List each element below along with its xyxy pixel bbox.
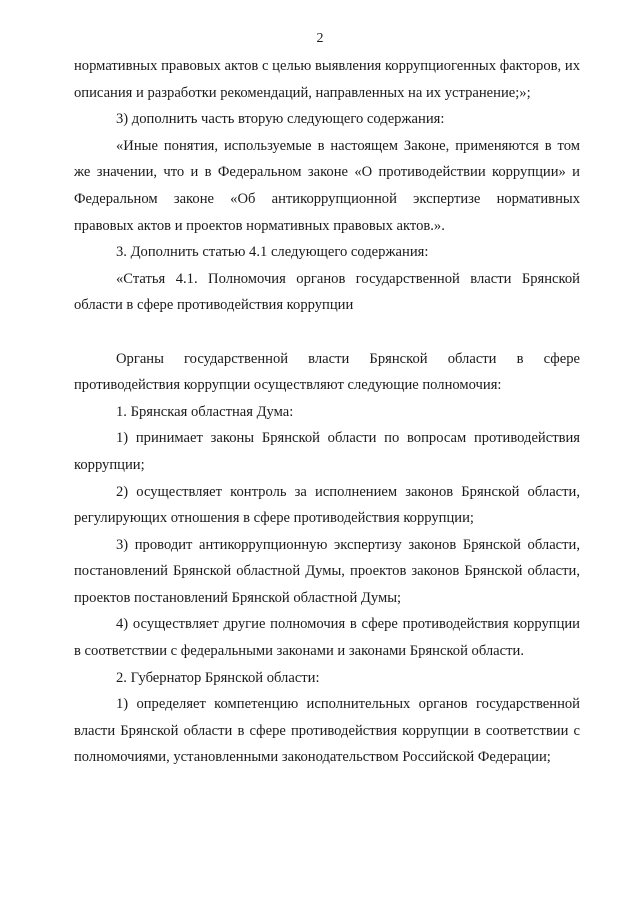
paragraph-governor-heading: 2. Губернатор Брянской области: (116, 669, 320, 686)
page-number: 2 (316, 31, 324, 46)
paragraph-duma-item-2: 2) осуществляет контроль за исполнением законов Брянской области, регулирующих отношения в сфере противодействия коррупции; (74, 483, 580, 527)
article-heading: «Статья 4.1. Полномочия органов государственной власти Брянской области в сфере противодействия коррупции (74, 270, 580, 314)
paragraph-duma-item-3: 3) проводит антикоррупционную экспертизу законов Брянской области, постановлений Брянской областной Думы, проектов законов Брянской области, проектов постановлений Брянской областной Думы; (74, 536, 580, 606)
paragraph-section-3: 3. Дополнить статью 4.1 следующего содержания: (116, 244, 429, 261)
document-body (74, 53, 580, 771)
paragraph-governor-item-1: 1) определяет компетенцию исполнительных органов государственной власти Брянской области в сфере противодействия коррупции в соответствии с полномочиями, установленными законодательством Российской Федерации; (74, 696, 580, 766)
paragraph-duma-heading: 1. Брянская областная Дума: (116, 403, 294, 420)
paragraph-quoted-text: «Иные понятия, используемые в настоящем Законе, применяются в том же значении, что и в Федеральном законе «О противодействии коррупции» и Федеральном законе «Об антикоррупционной экспертизе нормативных правовых актов и проектов нормативных правовых актов.». (74, 137, 580, 234)
paragraph-duma-item-4: 4) осуществляет другие полномочия в сфере противодействия коррупции в соответствии с федеральными законами и законами Брянской области. (74, 616, 580, 660)
paragraph-item-3-amend: 3) дополнить часть вторую следующего содержания: (116, 111, 445, 128)
paragraph-duma-item-1: 1) принимает законы Брянской области по вопросам противодействия коррупции; (74, 430, 580, 473)
paragraph-authorities: Органы государственной власти Брянской области в сфере противодействия коррупции осуществляют следующие полномочия: (74, 350, 580, 394)
blank-line (74, 319, 580, 346)
paragraph-continuation: нормативных правовых актов с целью выявления коррупциогенных факторов, их описания и разработки рекомендаций, направленных на их устранение;»; (74, 58, 580, 101)
